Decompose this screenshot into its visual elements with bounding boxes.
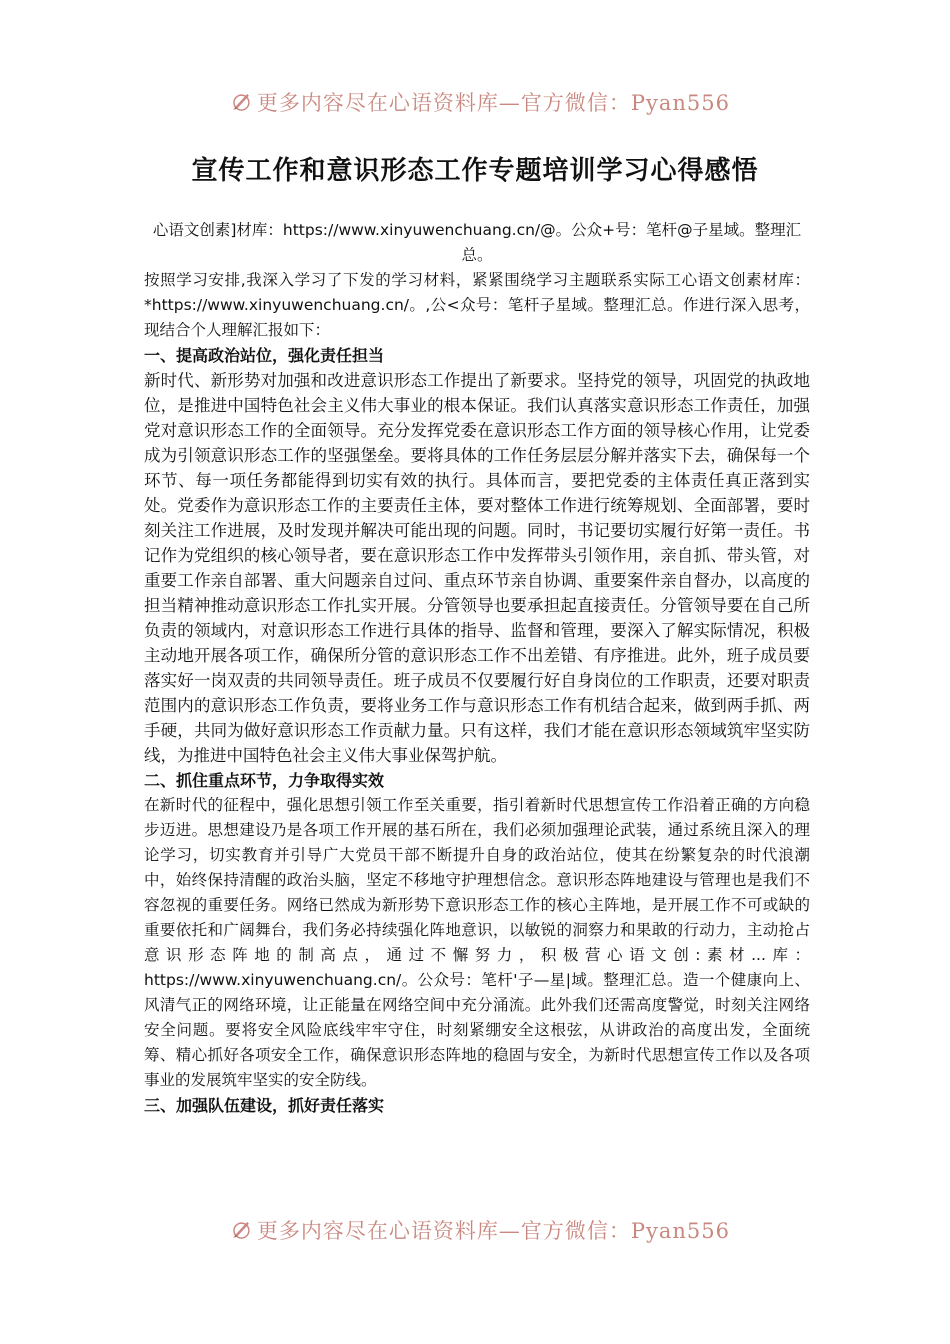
- intro-paragraph: 按照学习安排,我深入学习了下发的学习材料，紧紧围绕学习主题联系实际工心语文创素材库：*https://www.xinyuwenchuang.cn/。,公<众号：笔杆子星域。整理汇总。作进行深入思考，现结合个人理解汇报如下：: [144, 271, 810, 339]
- watermark-banner-top: [230, 82, 730, 122]
- pen-quill-icon: [230, 1211, 253, 1249]
- watermark-text: 更多内容尽在心语资料库—官方微信：Pyan556: [256, 1219, 730, 1243]
- section-paragraph-1: 新时代、新形势对加强和改进意识形态工作提出了新要求。坚持党的领导，巩固党的执政地位，是推进中国特色社会主义伟大事业的根本保证。我们认真落实意识形态工作责任，加强党对意识形态工作的全面领导。充分发挥党委在意识形态工作方面的领导核心作用，让党委成为引领意识形态工作的坚强堡垒。要将具体的工作任务层层分解并落实下去，确保每一个环节、每一项任务都能得到切实有效的执行。具体而言，要把党委的主体责任真正落到实处。党委作为意识形态工作的主要责任主体，要对整体工作进行统筹规划、全面部署，要时刻关注工作进展，及时发现并解决可能出现的问题。同时，书记要切实履行好第一责任。书记作为党组织的核心领导者，要在意识形态工作中发挥带头引领作用，亲自抓、带头管，对重要工作亲自部署、重大问题亲自过问、重点环节亲自协调、重要案件亲自督办，以高度的担当精神推动意识形态工作扎实开展。分管领导也要承担起直接责任。分管领导要在自己所负责的领域内，对意识形态工作进行具体的指导、监督和管理，要深入了解实际情况，积极主动地开展各项工作，确保所分管的意识形态工作不出差错、有序推进。此外，班子成员要落实好一岗双责的共同领导责任。班子成员不仅要履行好自身岗位的工作职责，还要对职责范围内的意识形态工作负责，要将业务工作与意识形态工作有机结合起来，做到两手抓、两手硬，共同为做好意识形态工作贡献力量。只有这样，我们才能在意识形态领域筑牢坚实防线，为推进中国特色社会主义伟大事业保驾护航。: [144, 371, 810, 765]
- section-heading-1: 一、提高政治站位，强化责任担当: [144, 346, 385, 365]
- watermark-banner-bottom: [230, 1210, 730, 1250]
- section-paragraph-2: 在新时代的征程中，强化思想引领工作至关重要，指引着新时代思想宣传工作沿着正确的方向稳步迈进。思想建设乃是各项工作开展的基石所在，我们必须加强理论武装，通过系统且深入的理论学习，切实教育并引导广大党员干部不断提升自身的政治站位，使其在纷繁复杂的时代浪潮中，始终保持清醒的政治头脑，坚定不移地守护理想信念。意识形态阵地建设与管理也是我们不容忽视的重要任务。网络已然成为新形势下意识形态工作的核心主阵地，是开展工作不可或缺的重要依托和广阔舞台，我们务必持续强化阵地意识，以敏锐的洞察力和果敢的行动力，主动抢占意识形态阵地的制高点，通过不懈努力，积极营心语文创:素材...库：https://www.xinyuwenchuang.cn/。公众号：笔杆'子—星|域。整理汇总。造一个健康向上、风清气正的网络环境，让正能量在网络空间中充分涌流。此外我们还需高度警觉，时刻关注网络安全问题。要将安全风险底线牢牢守住，时刻紧绷安全这根弦，从讲政治的高度出发，全面统筹、精心抓好各项安全工作，确保意识形态阵地的稳固与安全，为新时代思想宣传工作以及各项事业的发展筑牢坚实的安全防线。: [144, 796, 810, 1089]
- document-title: 宣传工作和意识形态工作专题培训学习心得感悟: [191, 156, 759, 186]
- section-heading-2: 二、抓住重点环节，力争取得实效: [144, 771, 385, 790]
- pen-quill-icon: [230, 83, 253, 121]
- watermark-text: 更多内容尽在心语资料库—官方微信：Pyan556: [256, 91, 730, 115]
- source-meta-line: 心语文创素]材库：https://www.xinyuwenchuang.cn/@。公众+号：笔杆@子星域。整理汇总。: [152, 221, 802, 264]
- document-body: [144, 218, 810, 1118]
- section-heading-3: 三、加强队伍建设，抓好责任落实: [144, 1096, 385, 1115]
